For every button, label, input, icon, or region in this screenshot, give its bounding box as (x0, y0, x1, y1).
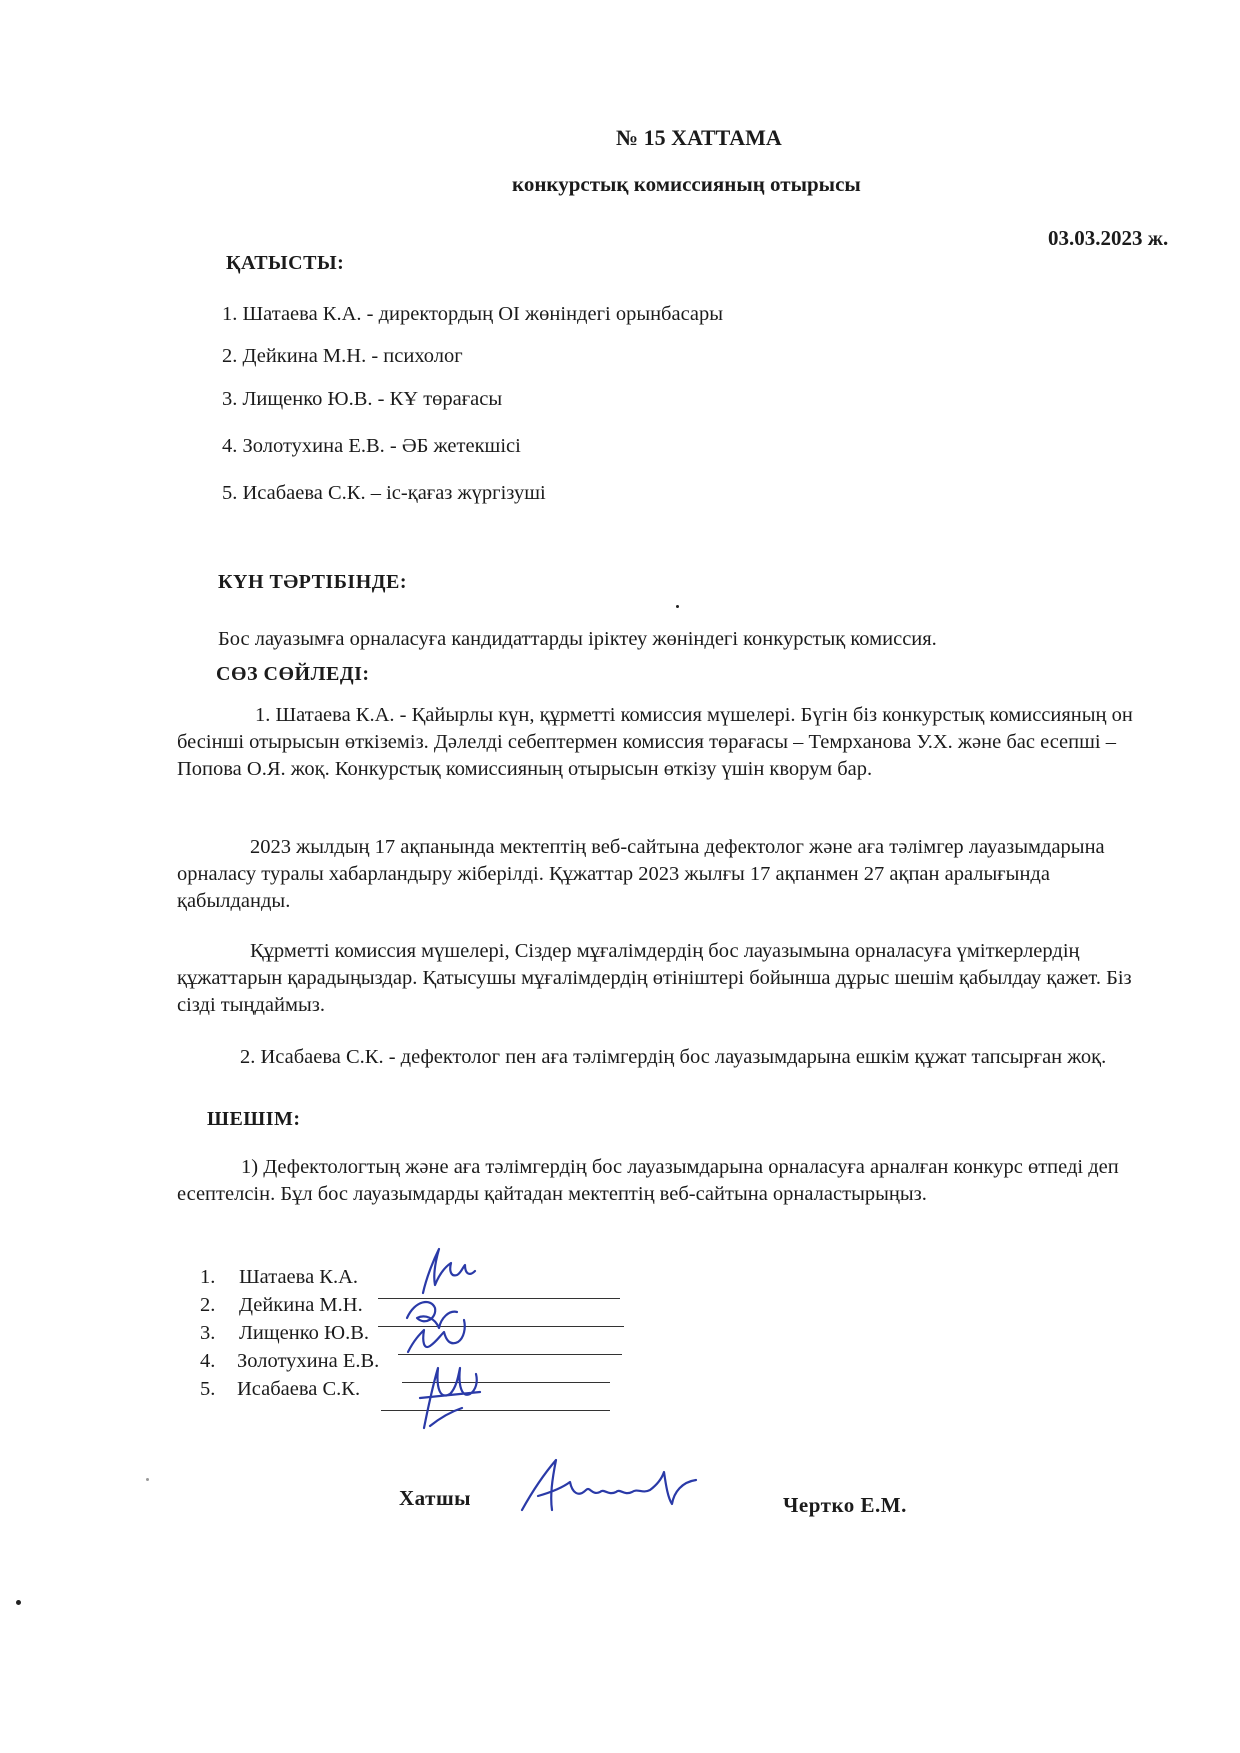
attendee-item: 3. Лищенко Ю.В. - КҰ төрағасы (222, 388, 503, 410)
speech-paragraph: Құрметті комиссия мүшелері, Сіздер мұғалімдердің бос лауазымына орналасуға үміткерлердің құжаттарын қарадыңыздар. Қатысушы мұғалімдердің өтініштері бойынша дұрыс шешім қабылдау қажет. Біз сізді тыңдаймыз. (177, 940, 1132, 1016)
signature-number: 4. (200, 1350, 216, 1372)
signature-number: 5. (200, 1378, 216, 1400)
attendee-item: 4. Золотухина Е.В. - ӘБ жетекшісі (222, 435, 521, 457)
signature-number: 1. (200, 1266, 216, 1288)
speeches-heading: СӨЗ СӨЙЛЕДІ: (216, 663, 370, 685)
document-date: 03.03.2023 ж. (1048, 226, 1169, 250)
scan-speck (676, 605, 679, 608)
decision-heading: ШЕШІМ: (207, 1108, 301, 1130)
signature-name: Лищенко Ю.В. (239, 1322, 370, 1344)
attendees-heading: ҚАТЫСТЫ: (226, 252, 345, 274)
signature-name: Золотухина Е.В. (237, 1350, 380, 1372)
attendee-item: 1. Шатаева К.А. - директордың ОІ жөніндегі орынбасары (222, 303, 724, 325)
speech-paragraph: 2023 жылдың 17 ақпанында мектептің веб-сайтына дефектолог және аға тәлімгер лауазымдарына орналасу туралы хабарландыру жіберілді. Құжаттар 2023 жылғы 17 ақпанмен 27 ақпан аралығында қабылданды. (177, 836, 1105, 912)
agenda-heading: КҮН ТӘРТІБІНДЕ: (218, 571, 408, 593)
secretary-name: Чертко Е.М. (783, 1493, 907, 1517)
speech-paragraph: 2. Исабаева С.К. - дефектолог пен аға тәлімгердің бос лауазымдарына ешкім құжат тапсырған жоқ. (240, 1046, 1107, 1068)
scan-speck (16, 1600, 21, 1605)
speech-paragraph: 1. Шатаева К.А. - Қайырлы күн, құрметті комиссия мүшелері. Бүгін біз конкурстық комиссияның он бесінші отырысын өткіземіз. Дәлелді себептермен комиссия төрағасы – Темрханова У.Х. және бас есепші – Попова О.Я. жоқ. Конкурстық комиссияның отырысын өткізу үшін кворум бар. (177, 704, 1133, 780)
signature-name: Шатаева К.А. (239, 1266, 359, 1288)
signature-name: Дейкина М.Н. (239, 1294, 363, 1316)
signature-number: 3. (200, 1322, 216, 1344)
document-subtitle: конкурстық комиссияның отырысы (512, 172, 861, 196)
secretary-label: Хатшы (399, 1486, 472, 1510)
signature-number: 2. (200, 1294, 216, 1316)
handwritten-signature (410, 1338, 490, 1438)
scan-speck (146, 1478, 149, 1481)
attendee-item: 5. Исабаева С.К. – іс-қағаз жүргізуші (222, 482, 546, 504)
document-title: № 15 ХАТТАМА (616, 125, 782, 150)
signature-name: Исабаева С.К. (237, 1378, 361, 1400)
secretary-signature (512, 1452, 712, 1522)
agenda-text: Бос лауазымға орналасуға кандидаттарды іріктеу жөніндегі конкурстық комиссия. (218, 628, 937, 650)
attendee-item: 2. Дейкина М.Н. - психолог (222, 345, 463, 367)
decision-text: 1) Дефектологтың және аға тәлімгердің бос лауазымдарына орналасуға арналған конкурс өтпеді деп есептелсін. Бұл бос лауазымдарды қайтадан мектептің веб-сайтына орналастырыңыз. (177, 1156, 1119, 1205)
